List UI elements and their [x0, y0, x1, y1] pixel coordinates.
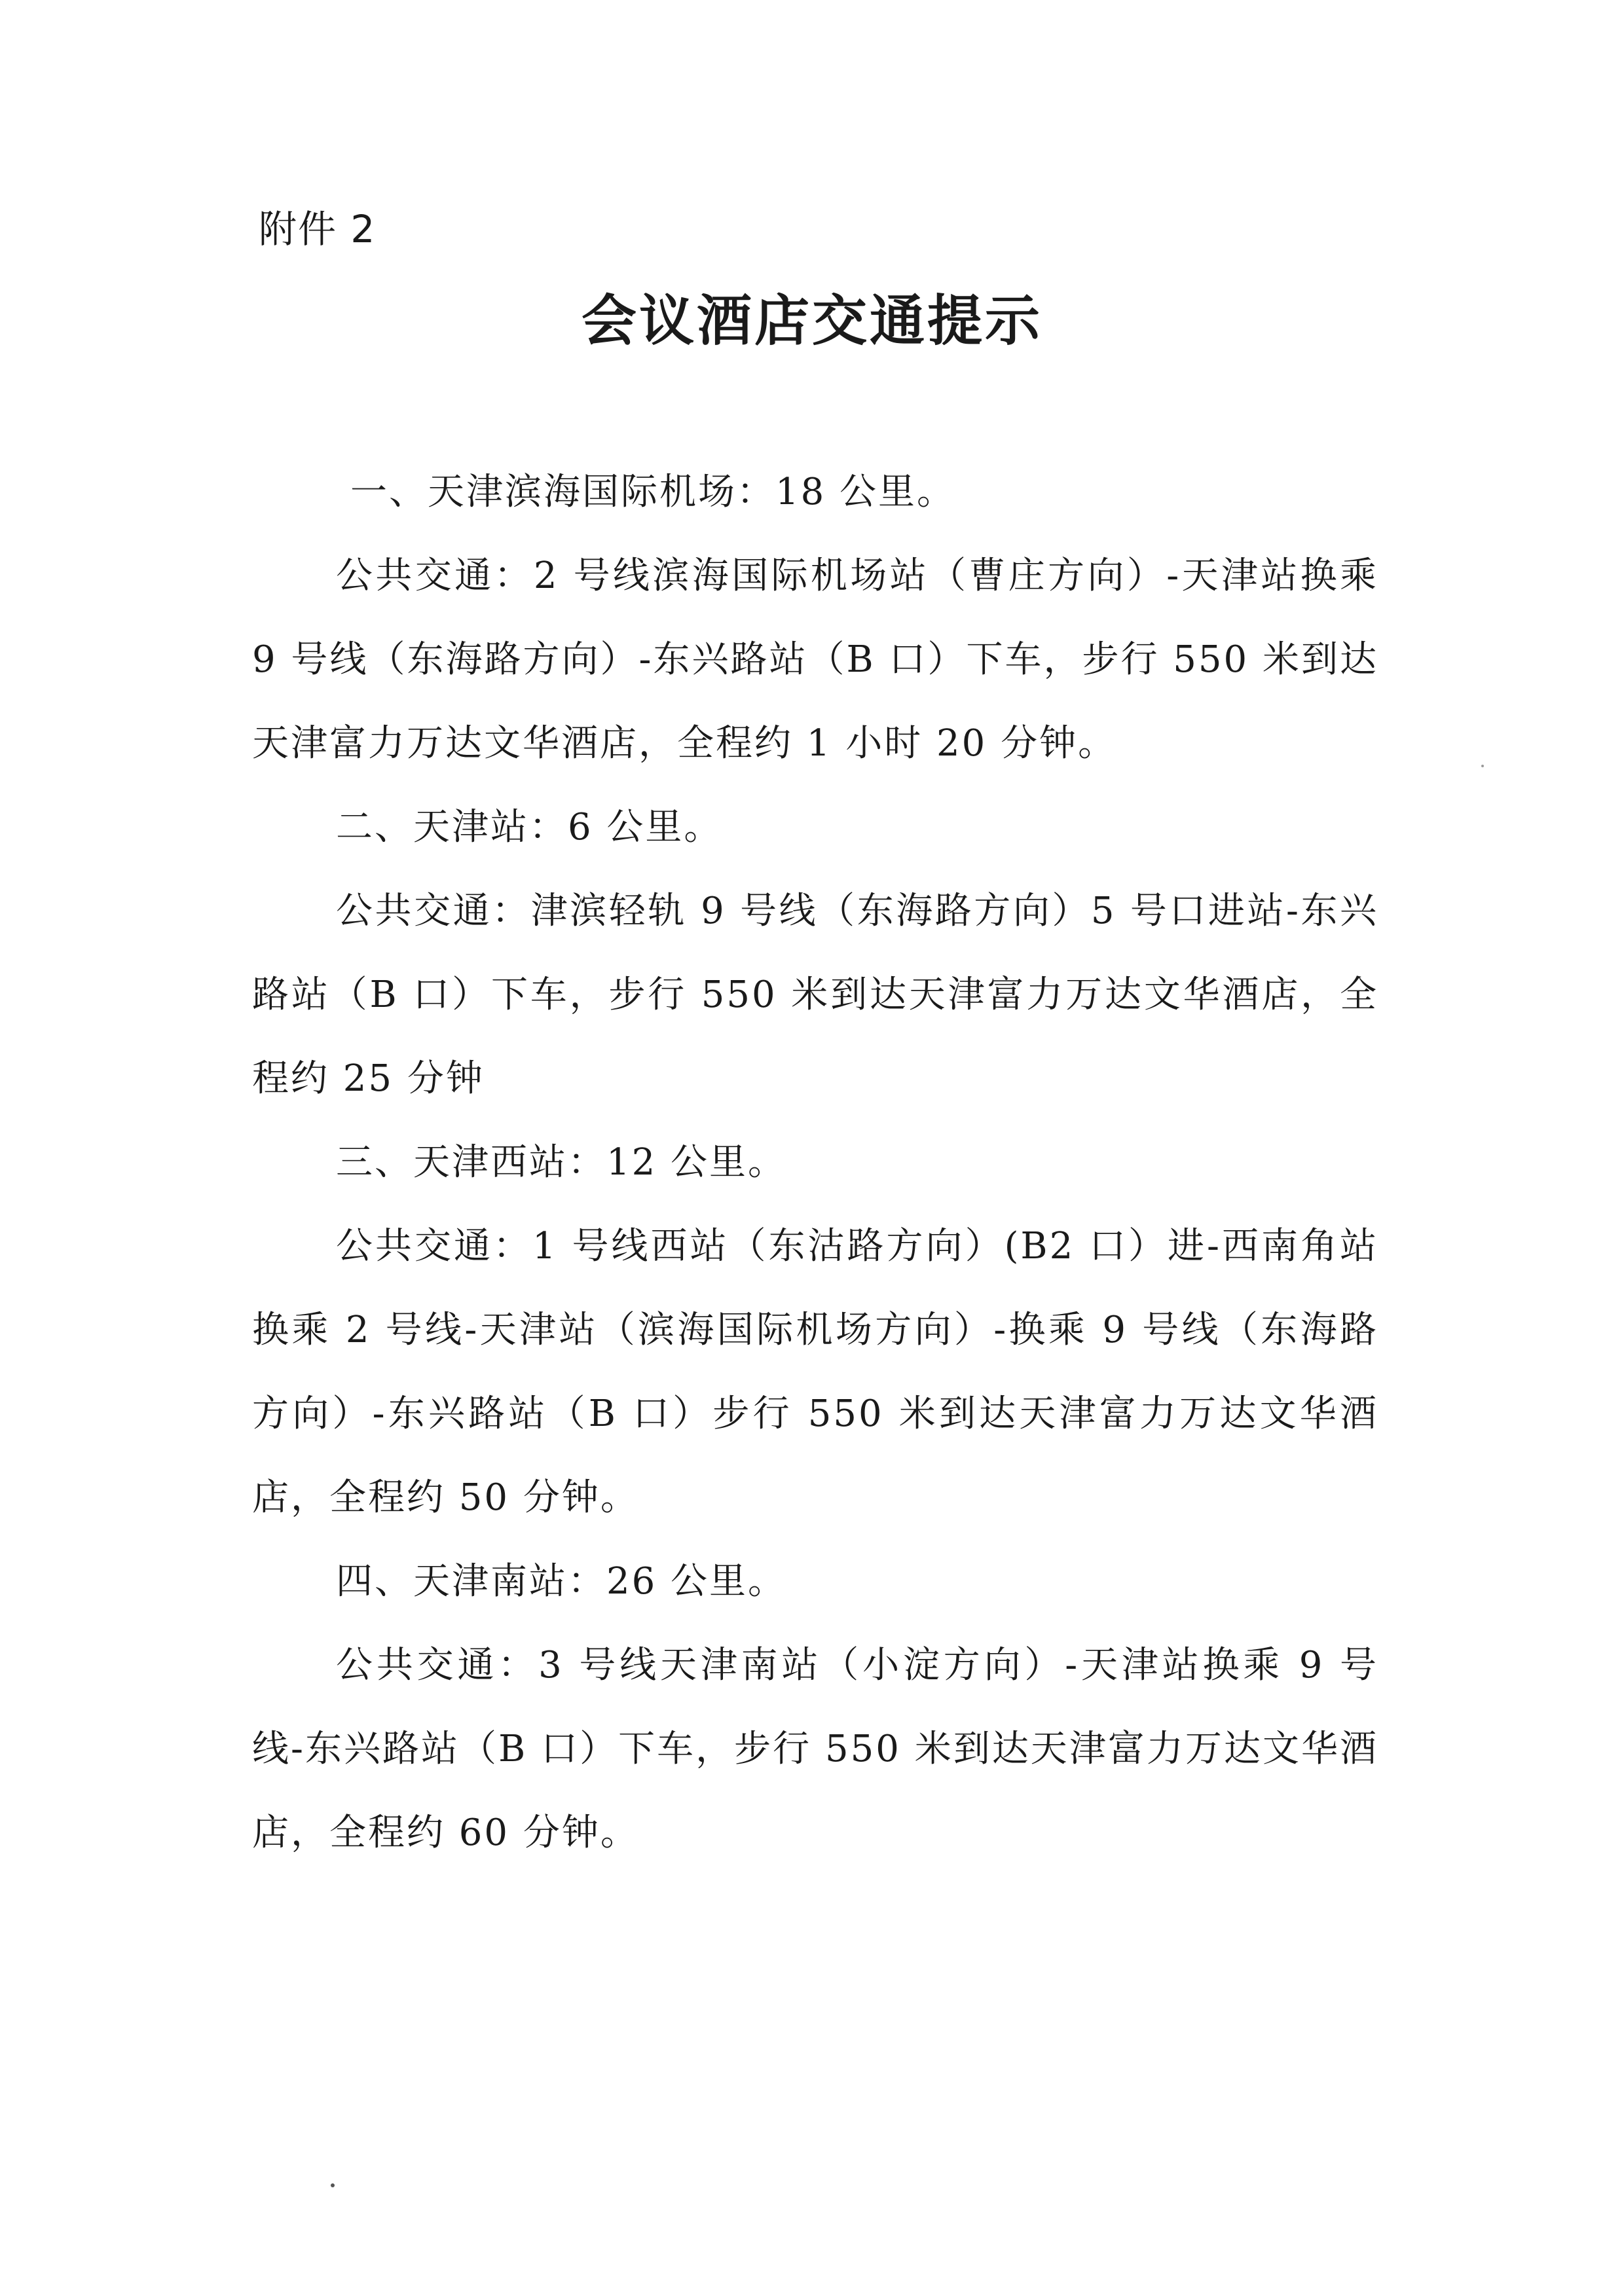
document-title: 会议酒店交通提示	[581, 289, 1043, 353]
document-body	[252, 450, 1378, 1875]
section-transit-airport: 公共交通：2 号线滨海国际机场站（曹庄方向）-天津站换乘 9 号线（东海路方向）-东兴路站（B 口）下车，步行 550 米到达天津富力万达文华酒店，全程约 1 小时 20 分钟。	[252, 555, 1378, 765]
attachment-label: 附件 2	[259, 207, 377, 251]
scan-speck	[1481, 765, 1484, 767]
section-heading-tianjin-west: 三、天津西站：12 公里。	[336, 1141, 787, 1184]
section-transit-tianjin-station: 公共交通：津滨轻轨 9 号线（东海路方向）5 号口进站-东兴路站（B 口）下车，步行 550 米到达天津富力万达文华酒店，全程约 25 分钟	[252, 890, 1378, 1100]
section-transit-tianjin-west: 公共交通：1 号线西站（东沽路方向）(B2 口）进-西南角站换乘 2 号线-天津站（滨海国际机场方向）-换乘 9 号线（东海路方向）-东兴路站（B 口）步行 550 米到达天津富力万达文华酒店，全程约 50 分钟。	[252, 1225, 1379, 1519]
scan-speck	[331, 2183, 335, 2187]
section-heading-airport: 一、天津滨海国际机场：18 公里。	[350, 471, 956, 513]
section-heading-tianjin-station: 二、天津站：6 公里。	[336, 806, 723, 848]
section-heading-tianjin-south: 四、天津南站：26 公里。	[336, 1560, 787, 1603]
section-transit-tianjin-south: 公共交通：3 号线天津南站（小淀方向）-天津站换乘 9 号线-东兴路站（B 口）下车，步行 550 米到达天津富力万达文华酒店，全程约 60 分钟。	[252, 1644, 1378, 1854]
